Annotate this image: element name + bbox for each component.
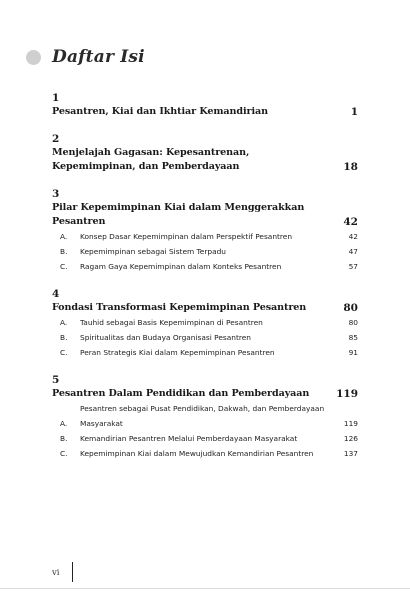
- chapter-title: Fondasi Transformasi Kepemimpinan Pesantren: [52, 302, 307, 313]
- subsection-title: Tauhid sebagai Basis Kepemimpinan di Pesantren: [80, 318, 263, 327]
- chapter-number: 5: [52, 374, 60, 386]
- subsection-letter: A.: [60, 232, 68, 241]
- chapter-number: 2: [52, 133, 60, 145]
- page-number: vi: [52, 568, 60, 578]
- chapter-page: 18: [343, 161, 358, 173]
- subsection-title: Kepemimpinan Kiai dalam Mewujudkan Kemandirian Pesantren: [80, 449, 314, 458]
- subsection-title: Spiritualitas dan Budaya Organisasi Pesantren: [80, 333, 251, 342]
- page-edge: [0, 588, 410, 589]
- subsection-letter: C.: [60, 348, 68, 357]
- subsection-entry: [52, 330, 358, 345]
- subsection-page: 57: [348, 262, 358, 271]
- chapter-title: Pesantren Dalam Pendidikan dan Pemberdayaan: [52, 388, 310, 399]
- chapter-entry: [52, 373, 358, 461]
- subsection-title: Peran Strategis Kiai dalam Kepemimpinan Pesantren: [80, 348, 275, 357]
- subsection-title: Kepemimpinan sebagai Sistem Terpadu: [80, 247, 226, 256]
- chapter-page: 1: [350, 106, 358, 118]
- subsection-entry: [52, 446, 358, 461]
- chapter-row: [52, 105, 358, 119]
- subsection-entry: [52, 345, 358, 360]
- chapter-page: 42: [343, 216, 358, 228]
- page-title: Daftar Isi: [52, 47, 145, 67]
- chapter-row: [52, 201, 358, 229]
- subsection-entry: [52, 401, 358, 431]
- chapter-page: 80: [343, 302, 358, 314]
- subsection-page: 126: [343, 434, 358, 443]
- chapter-page: 119: [336, 388, 358, 400]
- chapter-number: 3: [52, 188, 60, 200]
- subsection-entry: [52, 431, 358, 446]
- heading-bullet-icon: [26, 50, 41, 65]
- folio-rule: [72, 562, 73, 582]
- chapter-row: [52, 146, 358, 174]
- subsection-entry: [52, 259, 358, 274]
- subsection-letter: C.: [60, 262, 68, 271]
- chapter-entry: [52, 91, 358, 119]
- subsection-title: Kemandirian Pesantren Melalui Pemberdayaan Masyarakat: [80, 434, 298, 443]
- subsection-letter: B.: [60, 333, 68, 342]
- subsection-title: Pesantren sebagai Pusat Pendidikan, Dakwah, dan Pemberdayaan Masyarakat: [80, 404, 325, 428]
- subsection-entry: [52, 244, 358, 259]
- subsection-title: Konsep Dasar Kepemimpinan dalam Perspektif Pesantren: [80, 232, 293, 241]
- subsection-letter: A.: [60, 318, 68, 327]
- chapter-row: [52, 301, 358, 315]
- toc-heading: [26, 44, 145, 70]
- chapter-entry: [52, 132, 358, 174]
- chapter-title: Pesantren, Kiai dan Ikhtiar Kemandirian: [52, 106, 269, 117]
- subsection-page: 119: [343, 419, 358, 428]
- subsection-letter: B.: [60, 247, 68, 256]
- subsection-letter: A.: [60, 419, 68, 428]
- subsection-page: 137: [343, 449, 358, 458]
- subsection-page: 85: [348, 333, 358, 342]
- subsection-letter: C.: [60, 449, 68, 458]
- subsection-title: Ragam Gaya Kepemimpinan dalam Konteks Pesantren: [80, 262, 282, 271]
- chapter-entry: [52, 287, 358, 360]
- chapter-title: Pilar Kepemimpinan Kiai dalam Menggerakkan Pesantren: [52, 202, 305, 227]
- chapter-row: [52, 387, 358, 401]
- chapter-title: Menjelajah Gagasan: Kepesantrenan, Kepemimpinan, dan Pemberdayaan: [52, 147, 250, 172]
- chapter-entry: [52, 187, 358, 274]
- subsection-entry: [52, 229, 358, 244]
- subsection-page: 47: [348, 247, 358, 256]
- subsection-page: 91: [348, 348, 358, 357]
- chapter-number: 1: [52, 92, 60, 104]
- subsection-letter: B.: [60, 434, 68, 443]
- subsection-entry: [52, 315, 358, 330]
- subsection-page: 80: [348, 318, 358, 327]
- table-of-contents: [52, 91, 358, 474]
- chapter-number: 4: [52, 288, 60, 300]
- subsection-page: 42: [348, 232, 358, 241]
